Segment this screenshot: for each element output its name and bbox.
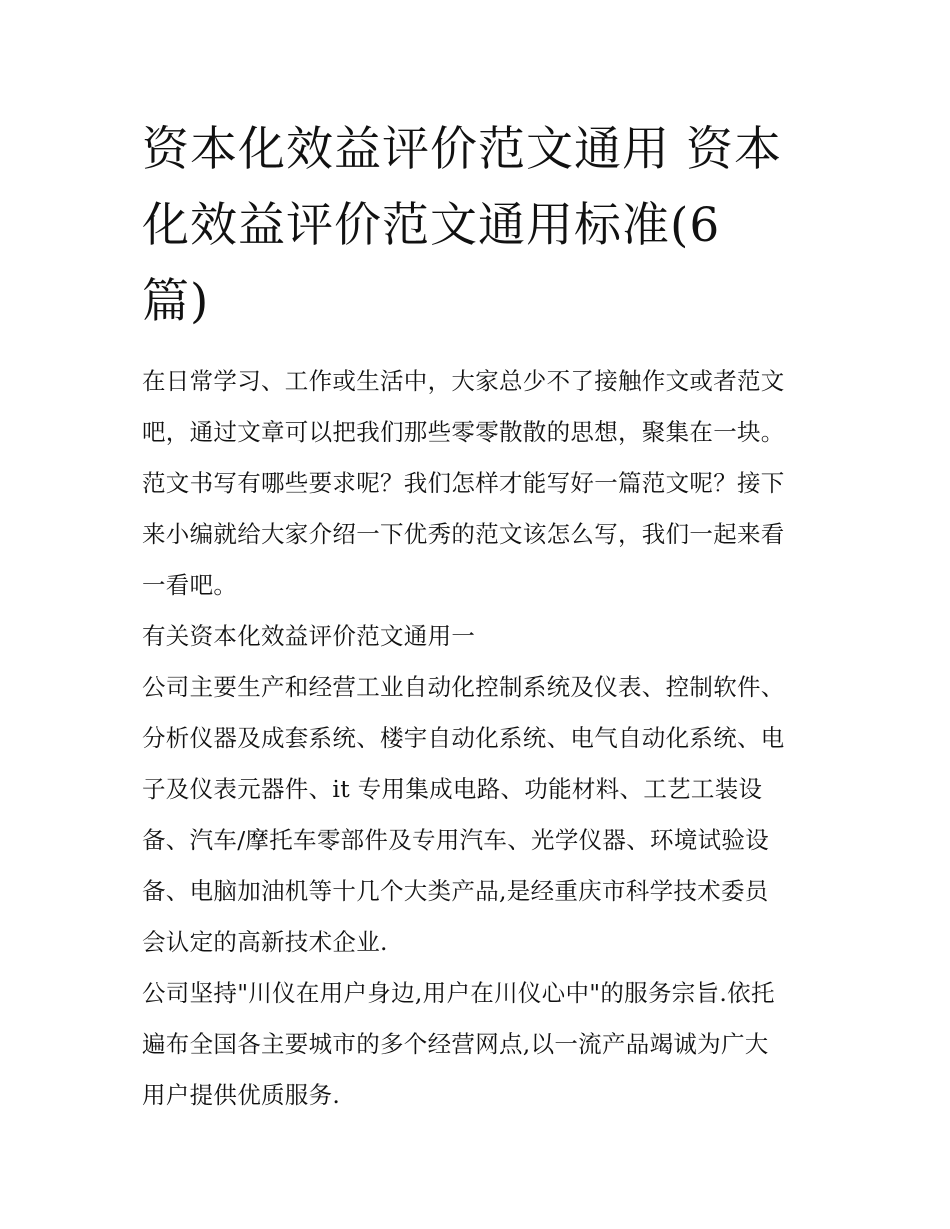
- body-line: 一看吧。: [142, 571, 238, 599]
- body-line: 在日常学习、工作或生活中，大家总少不了接触作文或者范文: [142, 367, 785, 395]
- body-line: 吧，通过文章可以把我们那些零零散散的思想，聚集在一块。: [142, 418, 785, 446]
- body-line: 子及仪表元器件、it 专用集成电路、功能材料、工艺工装设: [142, 775, 763, 803]
- body-line: 范文书写有哪些要求呢？我们怎样才能写好一篇范文呢？接下: [142, 469, 785, 497]
- document-body: [142, 356, 822, 1121]
- body-line: 遍布全国各主要城市的多个经营网点,以一流产品竭诚为广大: [142, 1030, 769, 1058]
- body-line: 分析仪器及成套系统、楼宇自动化系统、电气自动化系统、电: [142, 724, 785, 752]
- body-line: 备、汽车/摩托车零部件及专用汽车、光学仪器、环境试验设: [142, 826, 770, 854]
- body-line: 来小编就给大家介绍一下优秀的范文该怎么写，我们一起来看: [142, 520, 785, 548]
- body-line: 公司主要生产和经营工业自动化控制系统及仪表、控制软件、: [142, 673, 785, 701]
- section-heading: 有关资本化效益评价范文通用一: [142, 622, 476, 650]
- body-line: 备、电脑加油机等十几个大类产品,是经重庆市科学技术委员: [142, 877, 769, 905]
- document-title: [142, 112, 822, 340]
- title-line: 篇): [142, 274, 210, 329]
- body-line: 用户提供优质服务.: [142, 1081, 341, 1109]
- body-line: 公司坚持"川仪在用户身边,用户在川仪心中"的服务宗旨.依托: [142, 979, 775, 1007]
- title-line: 化效益评价范文通用标准(6: [142, 198, 721, 253]
- body-line: 会认定的高新技术企业.: [142, 928, 388, 956]
- title-line: 资本化效益评价范文通用 资本: [142, 122, 782, 177]
